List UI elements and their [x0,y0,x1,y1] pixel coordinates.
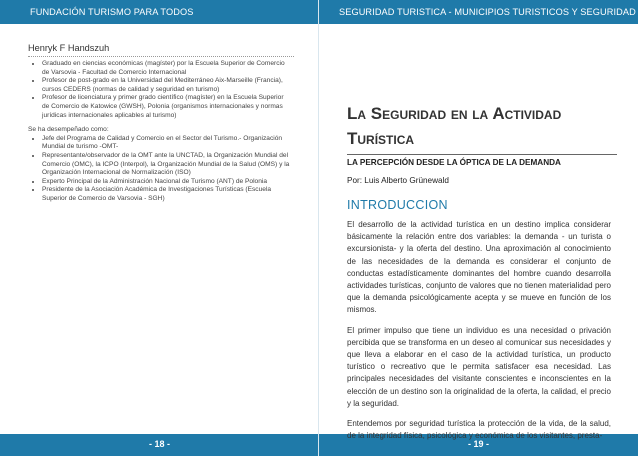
page-number-left: - 18 - [148,439,170,449]
author-name: Henryk F Handszuh [28,43,294,57]
bio-intro: Se ha desempeñado como: [28,126,109,134]
list-item: • Profesor de licenciatura y primer grado científico (magíster) en la Escuela Superior de Comercio de Katowice (GWSH), Polonia (organismos internacionales y normas jurídicas internacionales aplicables al turismo) [42,94,290,120]
right-header-text: SEGURIDAD TURISTICA - MUNICIPIOS TURISTICOS Y SEGURIDAD [339,7,636,17]
article-subtitle: LA PERCEPCIÓN DESDE LA ÓPTICA DE LA DEMANDA [347,154,617,167]
bio-list-education [28,60,290,120]
article-byline: Por: Luis Alberto Grünewald [347,176,449,185]
list-item: • Presidente de la Asociación Académica de Investigaciones Turísticas (Escuela Superior de Comercio de Varsovia - SGH) [42,186,290,203]
list-item: • Profesor de post-grado en la Universidad del Mediterráneo Aix-Marseille (Francia), cursos CEDERS (normas de calidad y seguridad en turismo) [42,77,290,94]
left-footer-band [0,434,319,456]
page-number-right: - 19 - [467,439,489,449]
list-item: • Graduado en ciencias económicas (magíster) por la Escuela Superior de Comercio de Varsovia - Facultad de Comercio Internacional [42,60,290,77]
right-header-band [319,0,638,24]
paragraph: El desarrollo de la actividad turística en un destino implica considerar básicamente la relación entre dos variables: la demanda - un turista o excursionista- y la oferta del destino. Una aproximación al conocimiento de las necesidades de la demanda es considerar el conjunto de conductas estadísticamente dominantes del hombre cuando desarrolla actividades turísticas, conjunto de valores que no tienen materialidad pero que la demanda psicológicamente acepta y se mueve en función de los mismos. [347,220,611,315]
left-header-band [0,0,319,24]
article-title-line-2: Turística [347,129,415,148]
article-title-line-1: La Seguridad en la Actividad [347,104,562,123]
left-header-text: FUNDACIÓN TURISMO PARA TODOS [30,7,194,17]
article-title [347,101,617,151]
list-item: • Representante/observador de la OMT ante la UNCTAD, la Organización Mundial del Comercio (OMC), la ICPO (Interpol), la Organización Mundial de la Salud (OMS) y la Organización Internacional de Normalización (ISO) [42,152,290,178]
section-heading: INTRODUCCION [347,198,448,212]
paragraph: Entendemos por seguridad turística la protección de la vida, de la salud, de la integridad física, psicológica y económica de los visitantes, presta- [347,419,611,441]
list-item: • Jefe del Programa de Calidad y Comercio en el Sector del Turismo.- Organización Mundial de turismo -OMT- [42,135,290,152]
article-body [347,219,611,450]
list-item: • Experto Principal de la Administración Nacional de Turismo (ANT) de Polonia [42,178,290,187]
author-bio [28,60,290,210]
paragraph: El primer impulso que tiene un individuo es una necesidad o privación percibida que se transforma en un deseo al comunicar sus necesidades y que lleva a elaborar en el caso de la actividad turística, un producto turístico o recreativo que le permita satisfacer esa necesidad. Las principales necesidades del visitante conscientes e inconscientes en la elección de un destino son la originalidad de la oferta, la calidad, el precio y la seguridad. [347,325,611,408]
bio-list-positions [28,135,290,204]
